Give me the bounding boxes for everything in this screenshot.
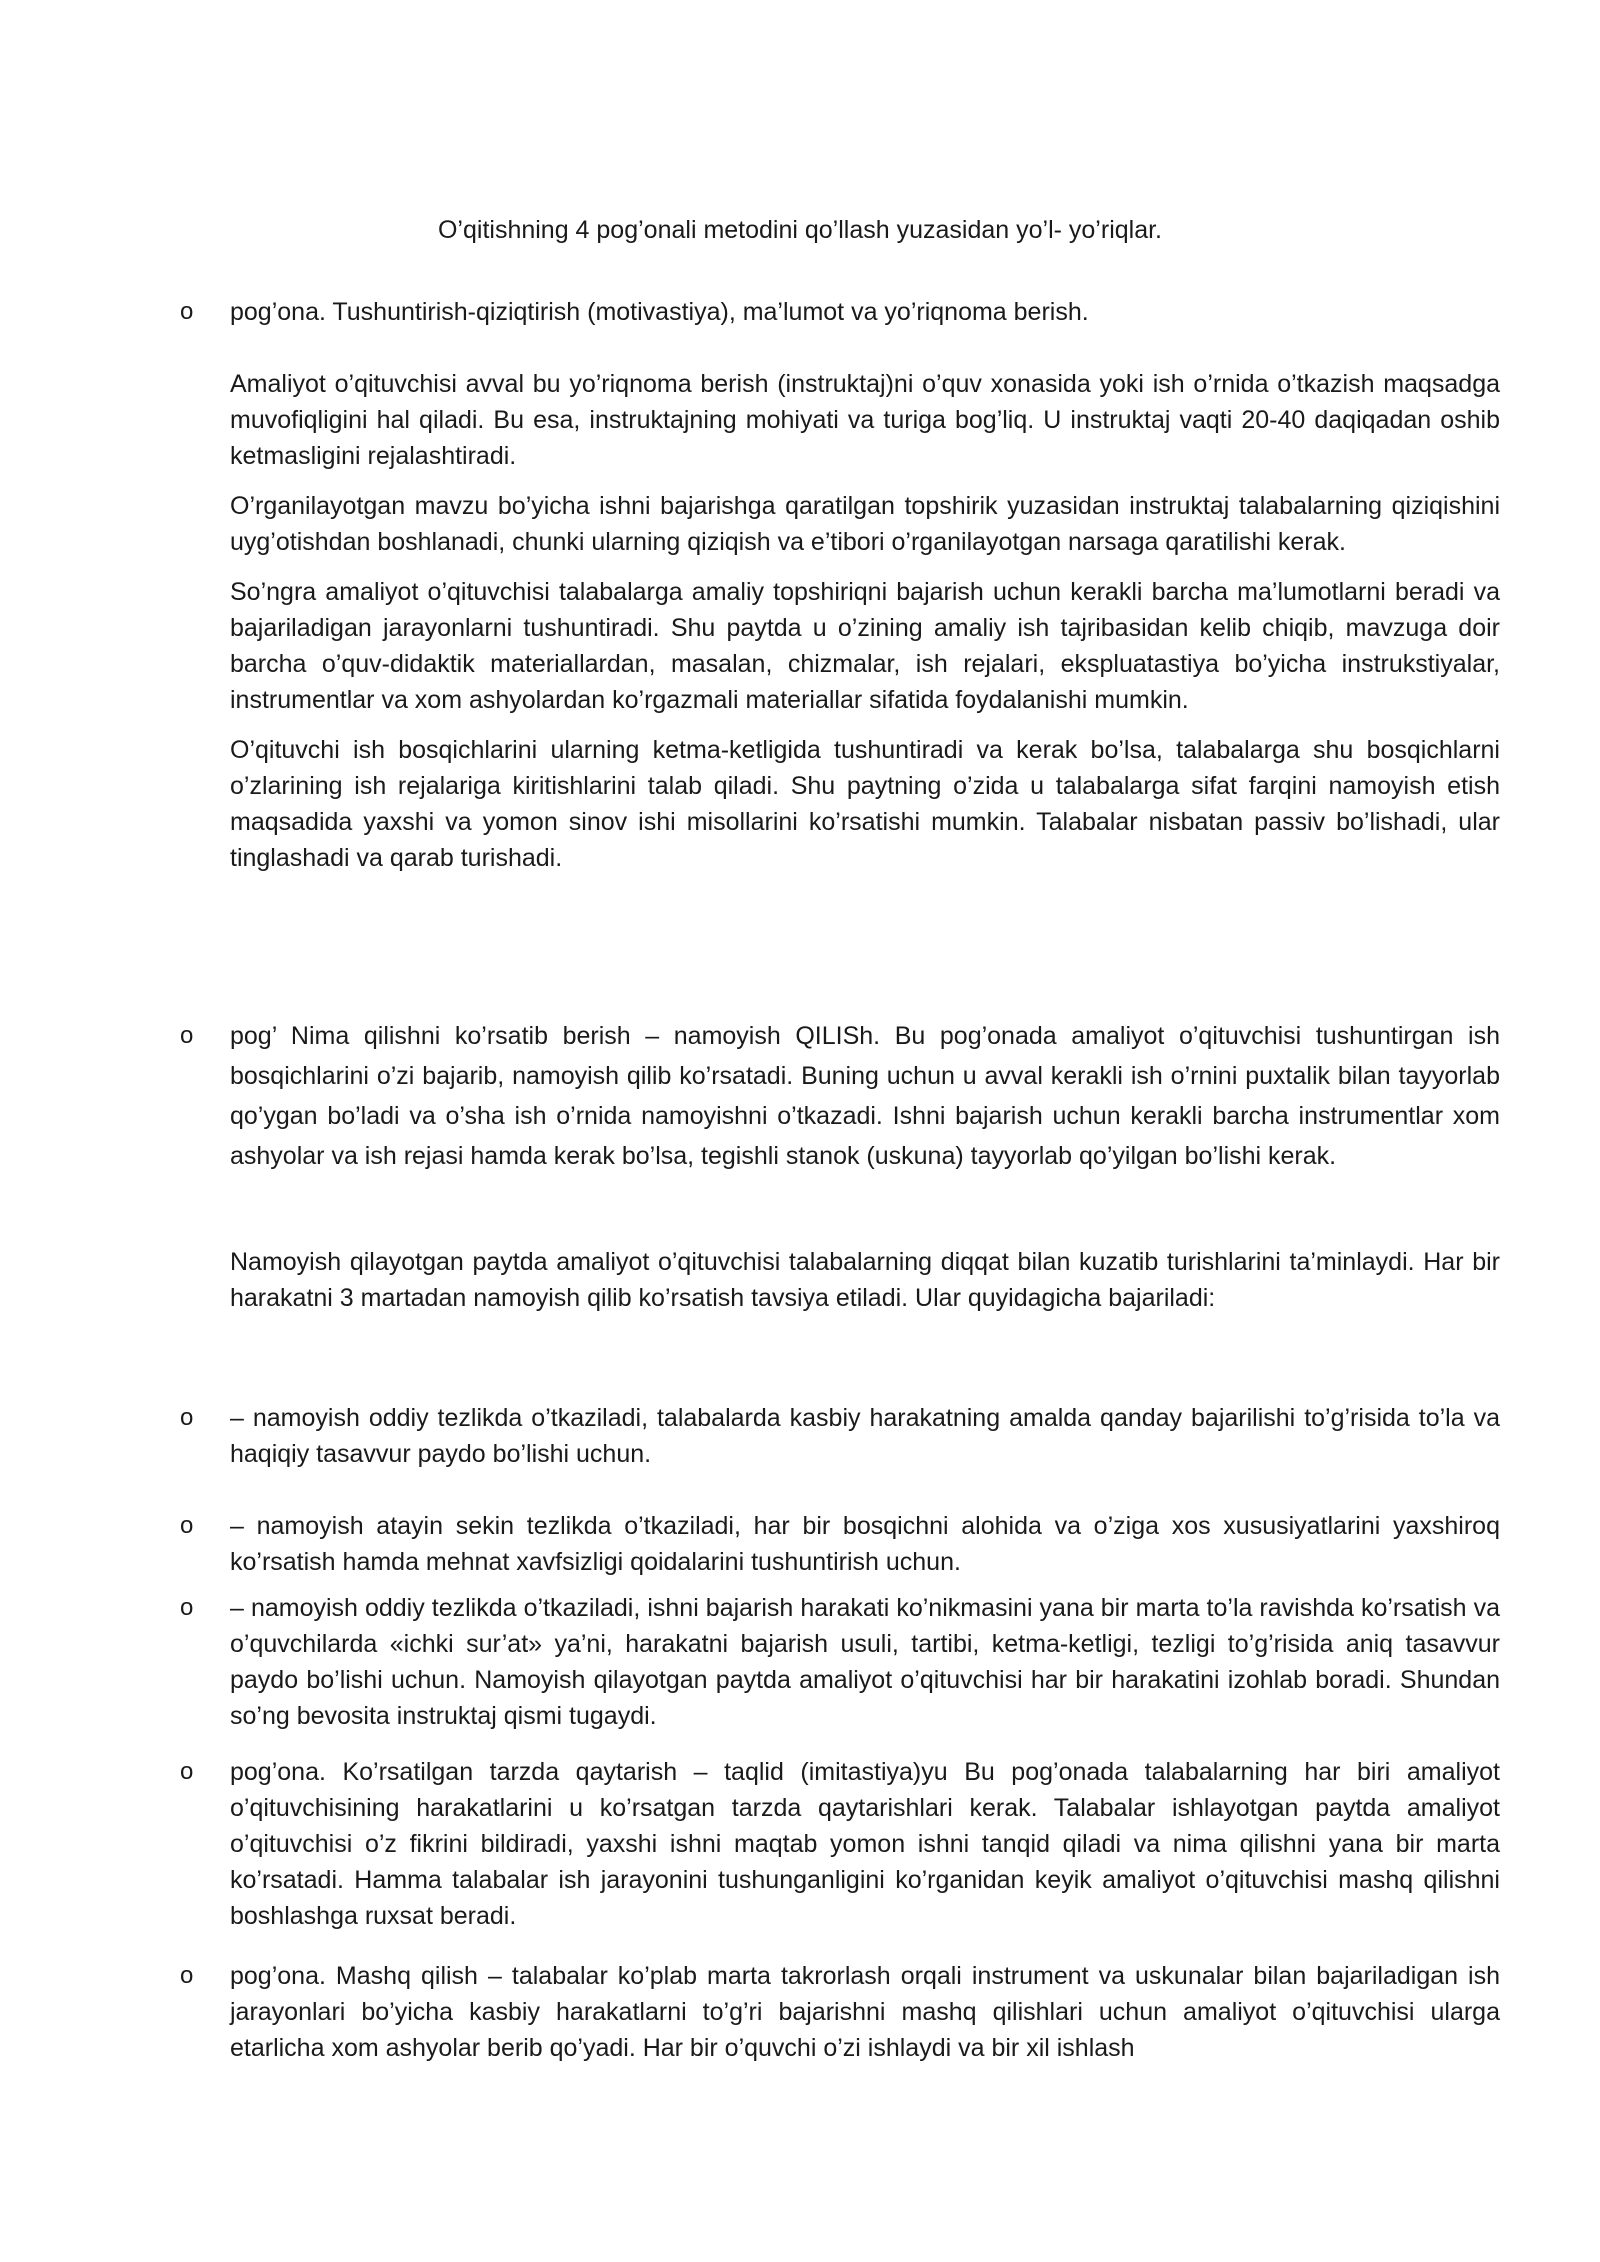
step4-text: pog’ona. Mashq qilish – talabalar ko’plab marta takrorlash orqali instrument va uskunalar bilan bajariladigan ish jarayonlari bo’yicha kasbiy harakatlarni to’g’ri bajarishni mashq qilishlari uchun amaliyot o’qituvchisi ularga etarlicha xom ashyolar berib qo’yadi. Har bir o’quvchi o’zi ishlaydi va bir xil ishlash [230,1962,1500,2062]
demo-item: – namoyish oddiy tezlikda o’tkaziladi, talabalarda kasbiy harakatning amalda qanday bajarilishi to’g’risida to’la va haqiqiy tasavvur paydo bo’lishi uchun. [230,1404,1500,1468]
bullet-marker: o [180,1758,194,1785]
demo-item: – namoyish oddiy tezlikda o’tkaziladi, ishni bajarish harakati ko’nikmasini yana bir marta to’la ravishda ko’rsatish va o’quvchilarda «ichki sur’at» ya’ni, harakatni bajarish usuli, tartibi, ketma-ketligi, tezligi to’g’risida aniq tasavvur paydo bo’lishi uchun. Namoyish qilayotgan paytda amaliyot o’qituvchisi har bir harakatini izohlab boradi. Shundan so’ng bevosita instruktaj qismi tugaydi. [230,1594,1500,1730]
step1-paragraph: O’rganilayotgan mavzu bo’yicha ishni bajarishga qaratilgan topshirik yuzasidan instruktaj talabalarning qiziqishini uyg’otishdan boshlanadi, chunki ularning qiziqish va e’tibori o’rganilayotgan narsaga qaratilishi kerak. [230,492,1500,556]
step1-paragraph: So’ngra amaliyot o’qituvchisi talabalarga amaliy topshiriqni bajarish uchun kerakli barcha ma’lumotlarni beradi va bajariladigan jarayonlarni tushuntiradi. Shu paytda u o’zining amaliy ish tajribasidan kelib chiqib, mavzuga doir barcha o’quv-didaktik materiallardan, masalan, chizmalar, ish rejalari, ekspluatastiya bo’yicha instrukstiyalar, instrumentlar va xom ashyolardan ko’rgazmali materiallar sifatida foydalanishi mumkin. [230,578,1500,714]
bullet-marker: o [180,1022,194,1049]
document-title: O’qitishning 4 pog’onali metodini qo’llash yuzasidan yo’l- yo’riqlar. [437,216,1162,244]
step2-text: pog’ Nima qilishni ko’rsatib berish – namoyish QILISh. Bu pog’onada amaliyot o’qituvchisi tushuntirgan ish bosqichlarini o’zi bajarib, namoyish qilib ko’rsatadi. Buning uchun u avval kerakli ish o’rnini puxtalik bilan tayyorlab qo’ygan bo’ladi va o’sha ish o’rnida namoyishni o’tkazadi. Ishni bajarish uchun kerakli barcha instrumentlar xom ashyolar va ish rejasi hamda kerak bo’lsa, tegishli stanok (uskuna) tayyorlab qo’yilgan bo’lishi kerak. [230,1022,1500,1170]
bullet-marker: o [180,1404,194,1431]
step1-paragraphs [230,366,1500,890]
demo-item: – namoyish atayin sekin tezlikda o’tkaziladi, har bir bosqichni alohida va o’ziga xos xususiyatlarini yaxshiroq ko’rsatish hamda mehnat xavfsizligi qoidalarini tushuntirish uchun. [230,1512,1500,1576]
step2-paragraph: Namoyish qilayotgan paytda amaliyot o’qituvchisi talabalarning diqqat bilan kuzatib turishlarini ta’minlaydi. Har bir harakatni 3 martadan namoyish qilib ko’rsatish tavsiya etiladi. Ular quyidagicha bajariladi: [230,1248,1500,1312]
bullet-marker: o [180,1962,194,1989]
step3-text: pog’ona. Ko’rsatilgan tarzda qaytarish – taqlid (imitastiya)yu Bu pog’onada talabalarning har biri amaliyot o’qituvchisining harakatlarini u ko’rsatgan tarzda qaytarishlari kerak. Talabalar ishlayotgan paytda amaliyot o’qituvchisi o’z fikrini bildiradi, yaxshi ishni maqtab yomon ishni tanqid qiladi va nima qilishni yana bir marta ko’rsatadi. Hamma talabalar ish jarayonini tushunganligini ko’rganidan keyik amaliyot o’qituvchisi mashq qilishni boshlashga ruxsat beradi. [230,1758,1500,1930]
bullet-marker: o [180,1594,194,1621]
bullet-marker: o [180,298,194,325]
step1-paragraph: Amaliyot o’qituvchisi avval bu yo’riqnoma berish (instruktaj)ni o’quv xonasida yoki ish o’rnida o’tkazish maqsadga muvofiqligini hal qiladi. Bu esa, instruktajning mohiyati va turiga bog’liq. U instruktaj vaqti 20-40 daqiqadan oshib ketmasligini rejalashtiradi. [230,370,1500,470]
step1-heading: pog’ona. Tushuntirish-qiziqtirish (motivastiya), ma’lumot va yo’riqnoma berish. [230,298,1089,326]
bullet-marker: o [180,1512,194,1539]
step1-paragraph: O’qituvchi ish bosqichlarini ularning ketma-ketligida tushuntiradi va kerak bo’lsa, talabalarga shu bosqichlarni o’zlarining ish rejalariga kiritishlarini talab qiladi. Shu paytning o’zida u talabalarga sifat farqini namoyish etish maqsadida yaxshi va yomon sinov ishi misollarini ko’rsatishi mumkin. Talabalar nisbatan passiv bo’lishadi, ular tinglashadi va qarab turishadi. [230,736,1500,872]
